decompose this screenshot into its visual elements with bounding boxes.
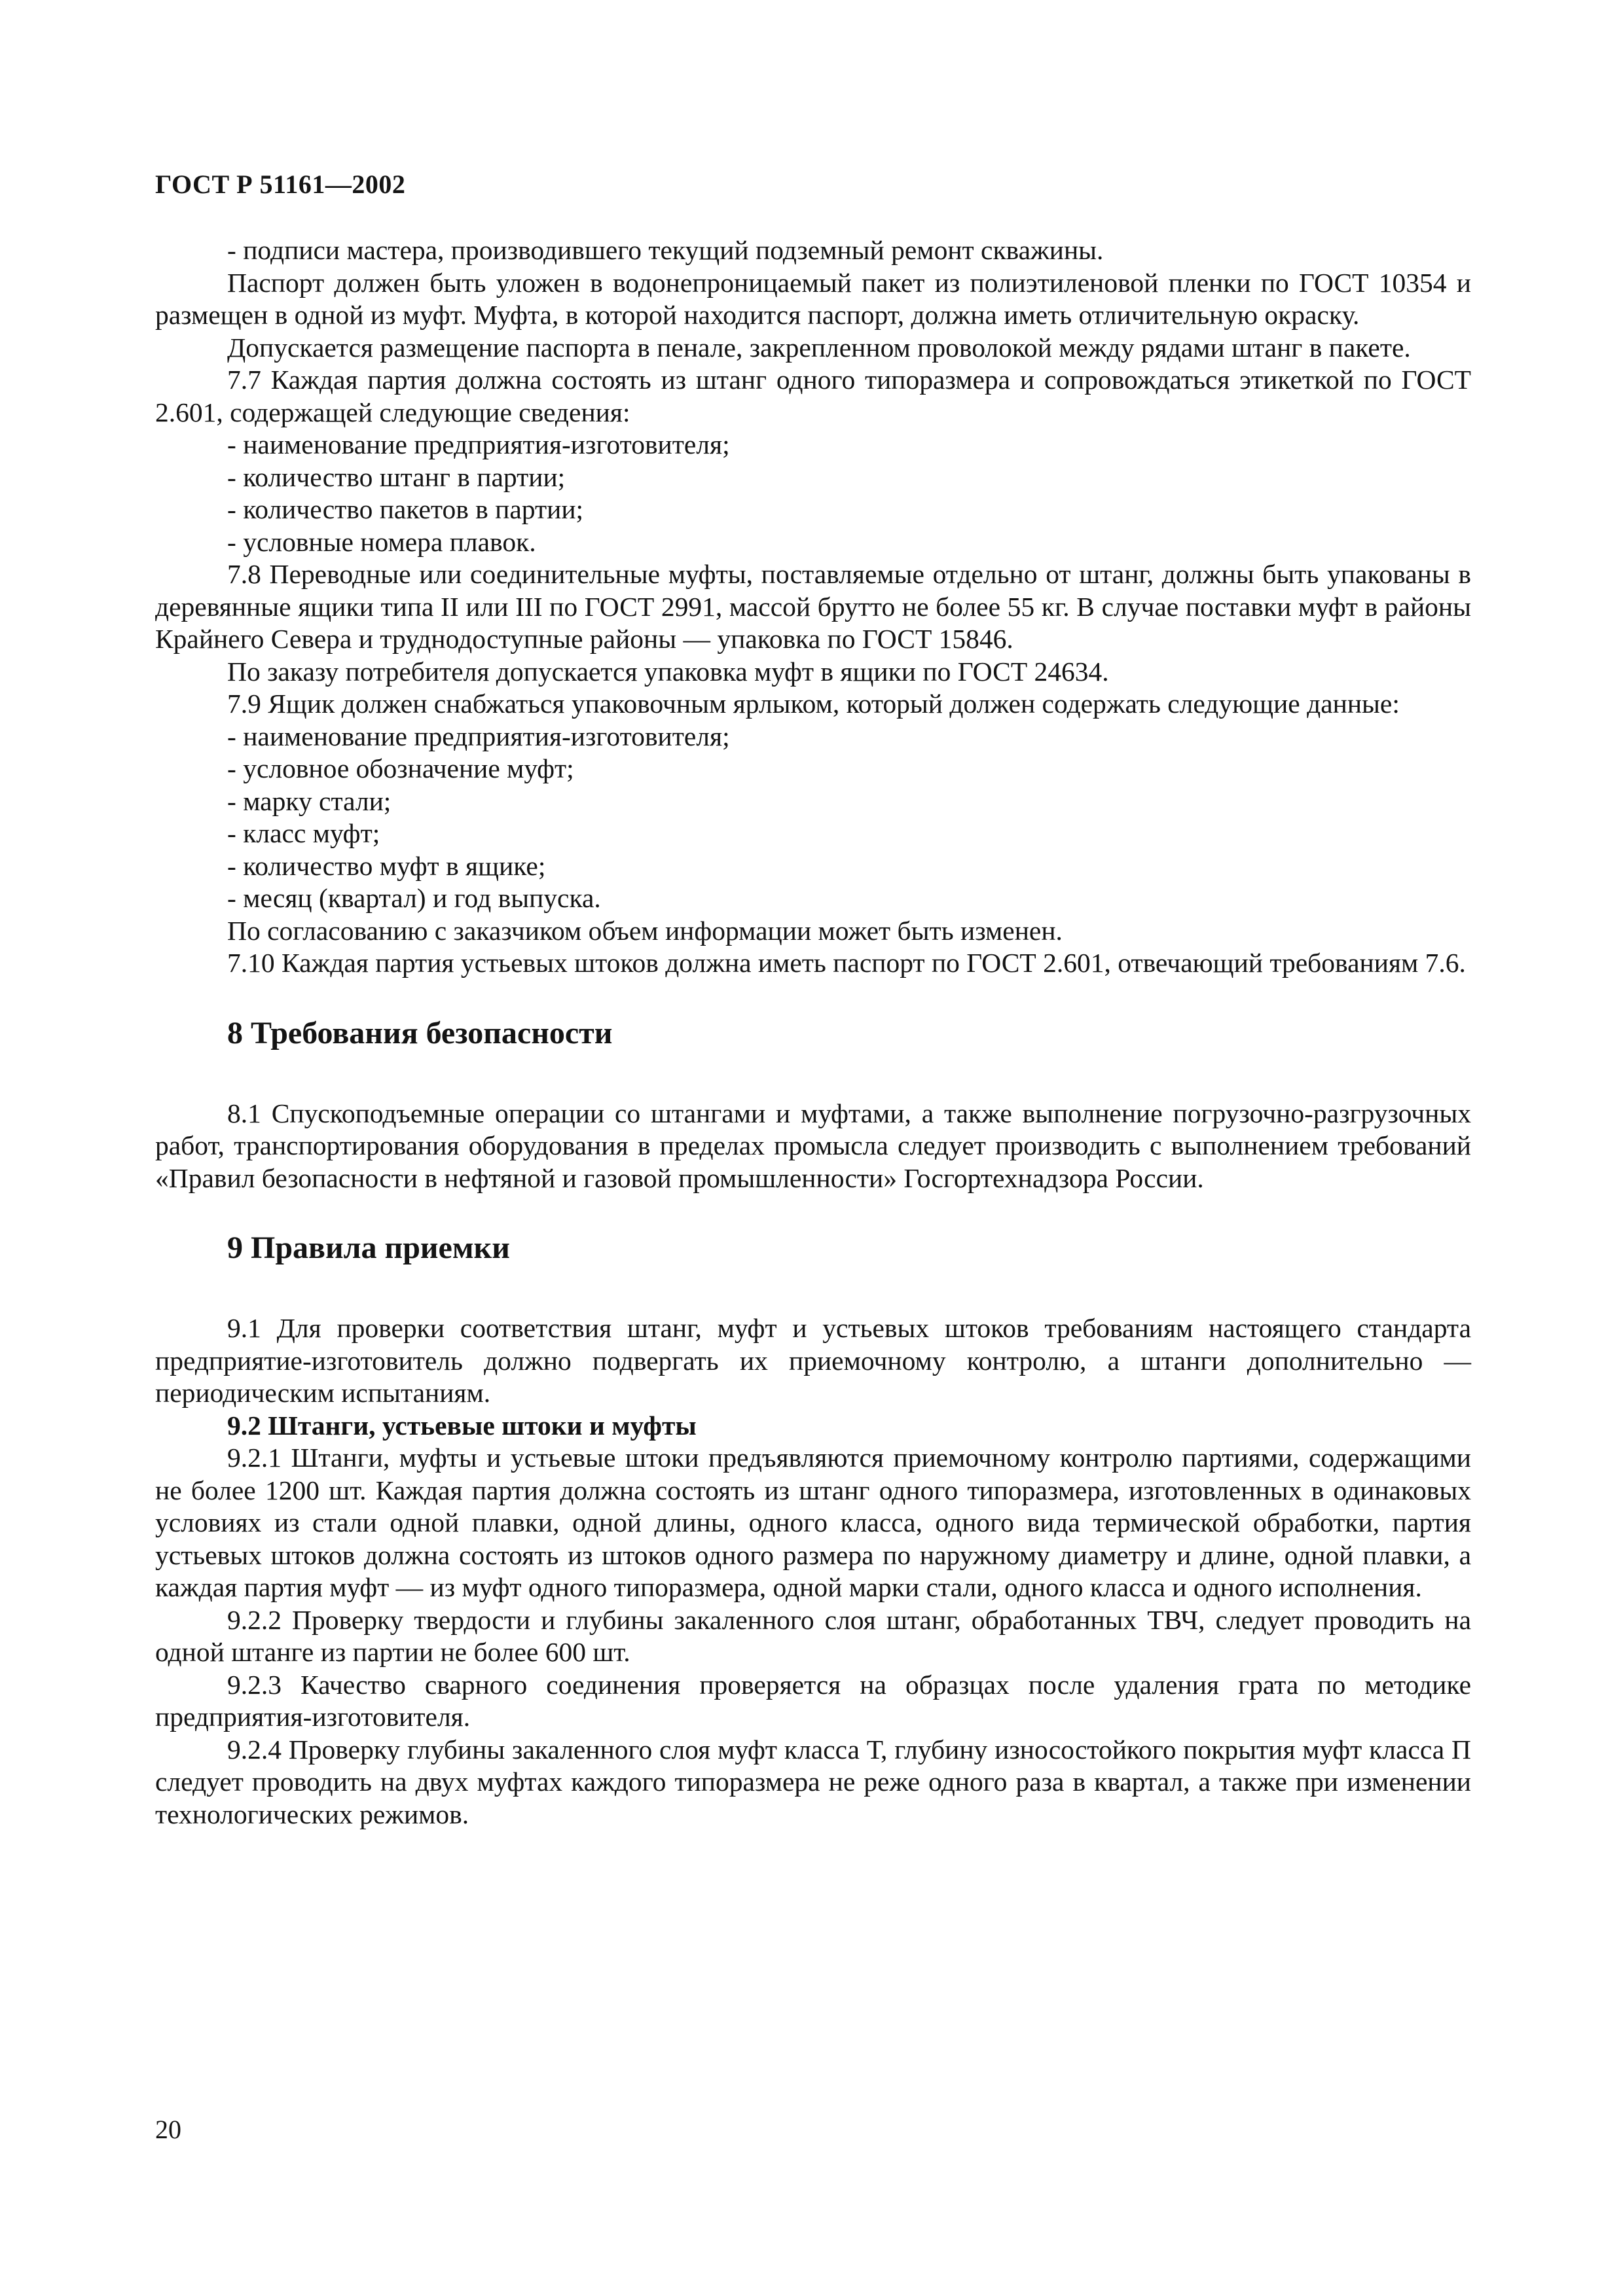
page-number: 20: [155, 2115, 181, 2144]
paragraph: - количество пакетов в партии;: [227, 494, 584, 524]
paragraph: - условные номера плавок.: [227, 526, 536, 557]
paragraph: - количество муфт в ящике;: [227, 850, 546, 881]
paragraph: 7.7 Каждая партия должна состоять из штанг одного типоразмера и сопровождаться этикеткой по ГОСТ 2.601, содержащей следующие сведения:: [155, 365, 1471, 427]
section-7-continued: [155, 234, 1471, 980]
section-8-heading: 8 Требования безопасности: [227, 1015, 613, 1050]
subsection-9-2-heading: 9.2 Штанги, устьевые штоки и муфты: [227, 1410, 697, 1441]
paragraph-9-1: 9.1 Для проверки соответствия штанг, муфт и устьевых штоков требованиям настоящего стандарта предприятие-изготовитель должно подвергать их приемочному контролю, а штанги дополнительно — периодическим испытаниям.: [155, 1313, 1471, 1408]
paragraph: - подписи мастера, производившего текущий подземный ремонт скважины.: [227, 235, 1104, 265]
paragraph: Допускается размещение паспорта в пенале, закрепленном проволокой между рядами штанг в пакете.: [227, 332, 1411, 363]
document-header: ГОСТ Р 51161—2002: [155, 170, 406, 199]
paragraph-8-1: 8.1 Спускоподъемные операции со штангами и муфтами, а также выполнение погрузочно-разгрузочных работ, транспортирования оборудования в пределах промысла следует производить с выполнением требований «Правил безопасности в нефтяной и газовой промышленности» Госгортехнадзора России.: [155, 1098, 1471, 1193]
section-9-heading: 9 Правила приемки: [227, 1230, 510, 1265]
paragraph: - количество штанг в партии;: [227, 461, 566, 492]
paragraph: По заказу потребителя допускается упаковка муфт в ящики по ГОСТ 24634.: [227, 656, 1109, 687]
paragraph: - марку стали;: [227, 785, 392, 816]
paragraph: - класс муфт;: [227, 818, 380, 848]
paragraph: - наименование предприятия-изготовителя;: [227, 429, 730, 459]
document-body: [155, 234, 1471, 1831]
paragraph: 7.8 Переводные или соединительные муфты, поставляемые отдельно от штанг, должны быть упакованы в деревянные ящики типа II или III по ГОСТ 2991, массой брутто не более 55 кг. В случае поставки муфт в районы Крайнего Севера и труднодоступные районы — упаковка по ГОСТ 15846.: [155, 559, 1471, 654]
paragraph: - месяц (квартал) и год выпуска.: [227, 883, 601, 913]
paragraph-9-2-1: 9.2.1 Штанги, муфты и устьевые штоки предъявляются приемочному контролю партиями, содержащими не более 1200 шт. Каждая партия должна состоять из штанг одного типоразмера, изготовленных в одинаковых условиях из стали одной плавки, одной длины, одного класса, одного вида термической обработки, партия устьевых штоков должна состоять из штоков одного размера по наружному диаметру и длине, одной плавки, а каждая партия муфт — из муфт одного типоразмера, одной марки стали, одного класса и одного исполнения.: [155, 1443, 1471, 1602]
paragraph: По согласованию с заказчиком объем информации может быть изменен.: [227, 915, 1063, 946]
paragraph-9-2-2: 9.2.2 Проверку твердости и глубины закаленного слоя штанг, обработанных ТВЧ, следует проводить на одной штанге из партии не более 600 шт.: [155, 1604, 1471, 1667]
paragraph: - условное обозначение муфт;: [227, 753, 574, 783]
paragraph-9-2-4: 9.2.4 Проверку глубины закаленного слоя муфт класса Т, глубину износостойкого покрытия муфт класса П следует проводить на двух муфтах каждого типоразмера не реже одного раза в квартал, а также при изменении технологических режимов.: [155, 1734, 1471, 1829]
paragraph: Паспорт должен быть уложен в водонепроницаемый пакет из полиэтиленовой пленки по ГОСТ 10354 и размещен в одной из муфт. Муфта, в которой находится паспорт, должна иметь отличительную окраску.: [155, 267, 1471, 330]
paragraph: 7.9 Ящик должен снабжаться упаковочным ярлыком, который должен содержать следующие данные:: [227, 689, 1400, 719]
paragraph: 7.10 Каждая партия устьевых штоков должна иметь паспорт по ГОСТ 2.601, отвечающий требованиям 7.6.: [227, 948, 1466, 978]
paragraph: - наименование предприятия-изготовителя;: [227, 721, 730, 751]
paragraph-9-2-3: 9.2.3 Качество сварного соединения проверяется на образцах после удаления грата по методике предприятия-изготовителя.: [155, 1669, 1471, 1732]
